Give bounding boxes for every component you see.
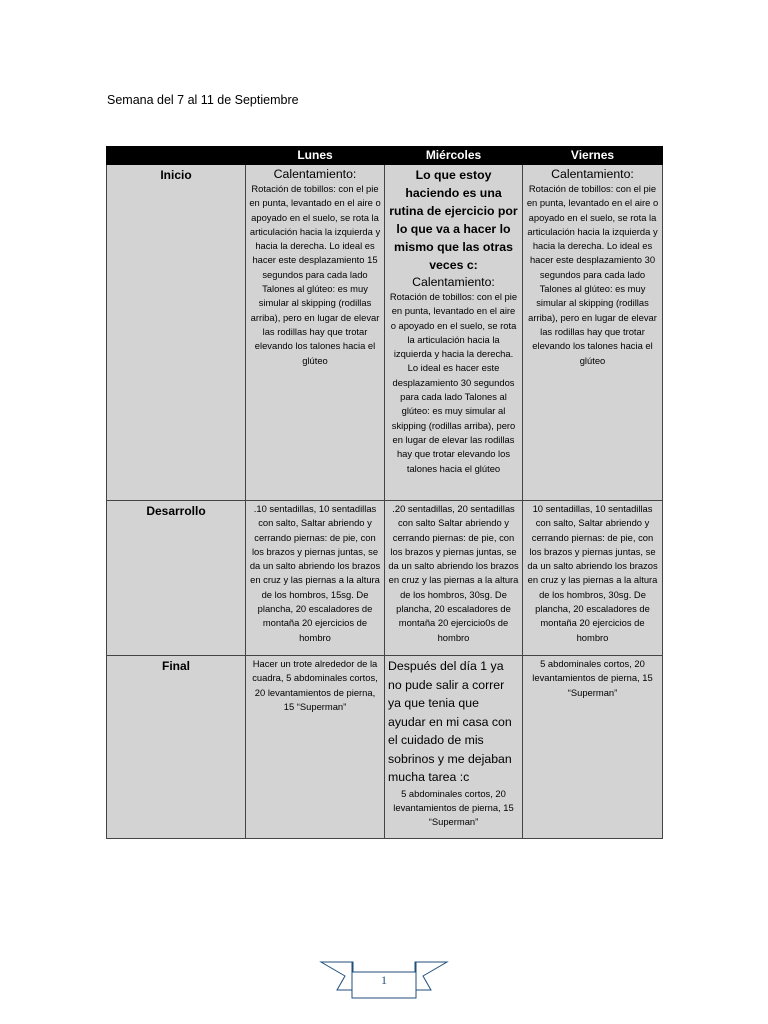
cell-desarrollo-miercoles: .20 sentadillas, 20 sentadillas con salto Saltar abriendo y cerrando piernas: de pie, con los brazos y piernas juntas, se da un salto abriendo los brazos en cruz y las piernas a la altura de los hombros, 30sg. De plancha, 20 escaladores de montaña 20 ejercicio0s de hombro xyxy=(385,501,523,656)
final-exercises-text: 5 abdominales cortos, 20 levantamientos de pierna, 15 “Superman” xyxy=(393,787,514,828)
absence-note: Después del día 1 ya no pude salir a correr ya que tenia que ayudar en mi casa con el cuidado de mis sobrinos y me dejaban mucha tarea :c xyxy=(388,659,512,784)
header-viernes: Viernes xyxy=(523,147,663,165)
cell-final-miercoles xyxy=(385,656,523,839)
ribbon-left-tail xyxy=(321,962,353,990)
warmup-heading: Calentamiento: xyxy=(273,167,357,181)
header-lunes: Lunes xyxy=(246,147,385,165)
table-row-desarrollo xyxy=(107,501,663,656)
warmup-text: Rotación de tobillos: con el pie en punta, levantado en el aire o apoyado en el suelo, se rota la articulación hacia la izquierda y hacia la derecha. Lo ideal es hacer este desplazamiento 30 segundos para cada lado Talones al glúteo: es muy simular al skipping (rodillas arriba), pero en lugar de elevar las rodillas hay que trotar elevando los talones hacia el glúteo xyxy=(526,183,659,366)
cell-inicio-lunes xyxy=(246,165,385,501)
week-title: Semana del 7 al 11 de Septiembre xyxy=(107,93,299,107)
table-row-final xyxy=(107,656,663,839)
ribbon-right-tail xyxy=(415,962,447,990)
weekly-exercise-table xyxy=(106,146,663,839)
cell-desarrollo-lunes: .10 sentadillas, 10 sentadillas con salto, Saltar abriendo y cerrando piernas: de pie, con los brazos y piernas juntas, se da un salto abriendo los brazos en cruz y las piernas a la altura de los hombros, 15sg. De plancha, 20 escaladores de montaña 20 ejercicios de hombro xyxy=(246,501,385,656)
header-miercoles: Miércoles xyxy=(385,147,523,165)
warmup-text: Rotación de tobillos: con el pie en punta, levantado en el aire o apoyado en el suelo, se rota la articulación hacia la izquierda y hacia la derecha. Lo ideal es hacer este desplazamiento 15 segundos para cada lado Talones al glúteo: es muy simular al skipping (rodillas arriba), pero en lugar de elevar las rodillas hay que trotar elevando los talones hacia el glúteo xyxy=(249,183,381,366)
page-number: 1 xyxy=(381,973,387,987)
routine-note: Lo que estoy haciendo es una rutina de ejercicio por lo que va a hacer lo mismo que las otras veces c: xyxy=(389,168,518,272)
cell-desarrollo-viernes: 10 sentadillas, 10 sentadillas con salto, Saltar abriendo y cerrando piernas: de pie, con los brazos y piernas juntas, se da un salto abriendo los brazos en cruz y las piernas a la altura de los hombros, 30sg. De plancha, 20 escaladores de montaña 20 ejercicios de hombro xyxy=(523,501,663,656)
warmup-heading: Calentamiento: xyxy=(412,275,495,289)
table-row-inicio xyxy=(107,165,663,501)
cell-inicio-miercoles xyxy=(385,165,523,501)
warmup-text: Rotación de tobillos: con el pie en punta, levantado en el aire o apoyado en el suelo, se rota la articulación hacia la izquierda y hacia la derecha. Lo ideal es hacer este desplazamiento 30 segundos para cada lado Talones al glúteo: es muy simular al skipping (rodillas arriba), pero en lugar de elevar las rodillas hay que trotar elevando los talones hacia el glúteo xyxy=(389,291,518,474)
warmup-heading: Calentamiento: xyxy=(551,167,634,181)
row-label-inicio: Inicio xyxy=(107,165,246,501)
row-label-final: Final xyxy=(107,656,246,839)
row-label-desarrollo: Desarrollo xyxy=(107,501,246,656)
cell-final-viernes: 5 abdominales cortos, 20 levantamientos de pierna, 15 “Superman” xyxy=(523,656,663,839)
cell-final-lunes: Hacer un trote alrededor de la cuadra, 5 abdominales cortos, 20 levantamientos de pierna, 15 “Superman” xyxy=(246,656,385,839)
table-header-row xyxy=(107,147,663,165)
cell-inicio-viernes xyxy=(523,165,663,501)
header-corner xyxy=(107,147,246,165)
